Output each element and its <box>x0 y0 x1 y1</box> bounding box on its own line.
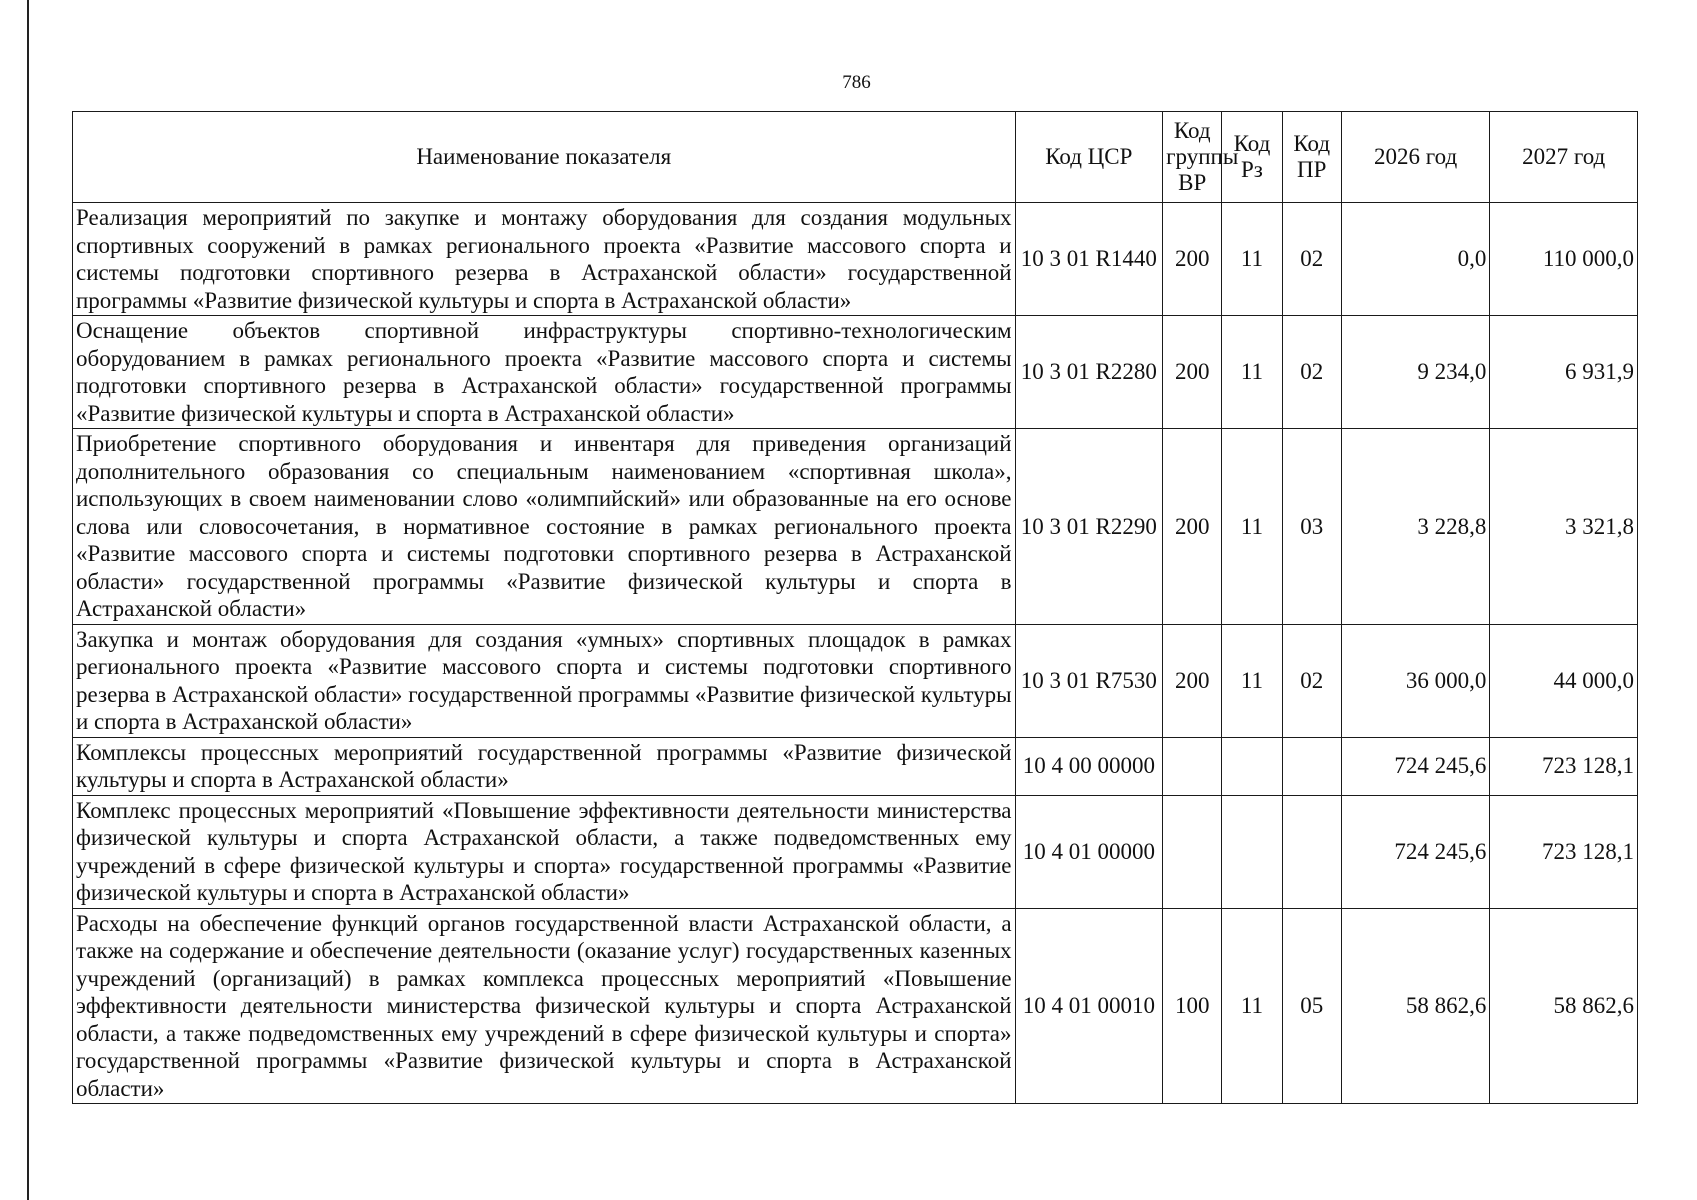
left-margin-line <box>27 0 29 1200</box>
row-rz: 11 <box>1222 908 1282 1104</box>
row-2027: 723 128,1 <box>1490 737 1638 795</box>
row-vr: 200 <box>1163 429 1222 625</box>
row-rz <box>1222 795 1282 908</box>
row-pr <box>1282 795 1341 908</box>
row-pr: 02 <box>1282 316 1341 429</box>
table-row <box>73 737 1638 795</box>
row-csr: 10 3 01 R2290 <box>1015 429 1163 625</box>
row-name: Комплекс процессных мероприятий «Повышение эффективности деятельности министерства физической культуры и спорта Астраханской области, а также подведомственных ему учреждений в сфере физической культуры и спорта» государственной программы «Развитие физической культуры и спорта в Астраханской области» <box>73 795 1016 908</box>
row-csr: 10 4 00 00000 <box>1015 737 1163 795</box>
row-2026: 9 234,0 <box>1341 316 1490 429</box>
row-vr <box>1163 795 1222 908</box>
row-2026: 36 000,0 <box>1341 624 1490 737</box>
row-vr: 100 <box>1163 908 1222 1104</box>
table-row <box>73 203 1638 316</box>
table-row <box>73 316 1638 429</box>
row-2027: 723 128,1 <box>1490 795 1638 908</box>
row-vr: 200 <box>1163 203 1222 316</box>
row-name: Оснащение объектов спортивной инфраструктуры спортивно-технологическим оборудованием в рамках регионального проекта «Развитие массового спорта и системы подготовки спортивного резерва в Астраханской области» государственной программы «Развитие физической культуры и спорта в Астраханской области» <box>73 316 1016 429</box>
row-pr <box>1282 737 1341 795</box>
row-pr: 02 <box>1282 624 1341 737</box>
header-pr: Код ПР <box>1282 112 1341 203</box>
row-2026: 724 245,6 <box>1341 795 1490 908</box>
header-vr: Код группы ВР <box>1163 112 1222 203</box>
table-row <box>73 795 1638 908</box>
page-number: 786 <box>842 72 871 93</box>
row-rz <box>1222 737 1282 795</box>
row-name: Реализация мероприятий по закупке и монтажу оборудования для создания модульных спортивных сооружений в рамках регионального проекта «Развитие массового спорта и системы подготовки спортивного резерва в Астраханской области» государственной программы «Развитие физической культуры и спорта в Астраханской области» <box>73 203 1016 316</box>
row-2026: 58 862,6 <box>1341 908 1490 1104</box>
budget-table <box>72 111 1638 1104</box>
row-csr: 10 3 01 R7530 <box>1015 624 1163 737</box>
row-name: Расходы на обеспечение функций органов государственной власти Астраханской области, а также на содержание и обеспечение деятельности (оказание услуг) государственных казенных учреждений (организаций) в рамках комплекса процессных мероприятий «Повышение эффективности деятельности министерства физической культуры и спорта Астраханской области, а также подведомственных ему учреждений в сфере физической культуры и спорта» государственной программы «Развитие физической культуры и спорта в Астраханской области» <box>73 908 1016 1104</box>
table-row <box>73 908 1638 1104</box>
row-csr: 10 4 01 00010 <box>1015 908 1163 1104</box>
row-2027: 44 000,0 <box>1490 624 1638 737</box>
table-row <box>73 429 1638 625</box>
row-csr: 10 4 01 00000 <box>1015 795 1163 908</box>
header-csr: Код ЦСР <box>1015 112 1163 203</box>
row-rz: 11 <box>1222 624 1282 737</box>
row-rz: 11 <box>1222 316 1282 429</box>
row-pr: 05 <box>1282 908 1341 1104</box>
row-csr: 10 3 01 R1440 <box>1015 203 1163 316</box>
row-2027: 3 321,8 <box>1490 429 1638 625</box>
row-csr: 10 3 01 R2280 <box>1015 316 1163 429</box>
row-vr <box>1163 737 1222 795</box>
row-rz: 11 <box>1222 429 1282 625</box>
row-vr: 200 <box>1163 316 1222 429</box>
row-2026: 724 245,6 <box>1341 737 1490 795</box>
row-rz: 11 <box>1222 203 1282 316</box>
header-2027: 2027 год <box>1490 112 1638 203</box>
row-name: Приобретение спортивного оборудования и инвентаря для приведения организаций дополнительного образования со специальным наименованием «спортивная школа», использующих в своем наименовании слово «олимпийский» или образованные на его основе слова или словосочетания, в нормативное состояние в рамках регионального проекта «Развитие массового спорта и системы подготовки спортивного резерва в Астраханской области» государственной программы «Развитие физической культуры и спорта в Астраханской области» <box>73 429 1016 625</box>
row-2027: 58 862,6 <box>1490 908 1638 1104</box>
row-pr: 03 <box>1282 429 1341 625</box>
header-name: Наименование показателя <box>73 112 1016 203</box>
row-2027: 110 000,0 <box>1490 203 1638 316</box>
header-2026: 2026 год <box>1341 112 1490 203</box>
row-2026: 0,0 <box>1341 203 1490 316</box>
row-vr: 200 <box>1163 624 1222 737</box>
table-header-row <box>73 112 1638 203</box>
row-name: Закупка и монтаж оборудования для создания «умных» спортивных площадок в рамках регионального проекта «Развитие массового спорта и системы подготовки спортивного резерва в Астраханской области» государственной программы «Развитие физической культуры и спорта в Астраханской области» <box>73 624 1016 737</box>
table-row <box>73 624 1638 737</box>
row-2027: 6 931,9 <box>1490 316 1638 429</box>
row-pr: 02 <box>1282 203 1341 316</box>
header-rz: Код Рз <box>1222 112 1282 203</box>
row-2026: 3 228,8 <box>1341 429 1490 625</box>
row-name: Комплексы процессных мероприятий государственной программы «Развитие физической культуры и спорта в Астраханской области» <box>73 737 1016 795</box>
